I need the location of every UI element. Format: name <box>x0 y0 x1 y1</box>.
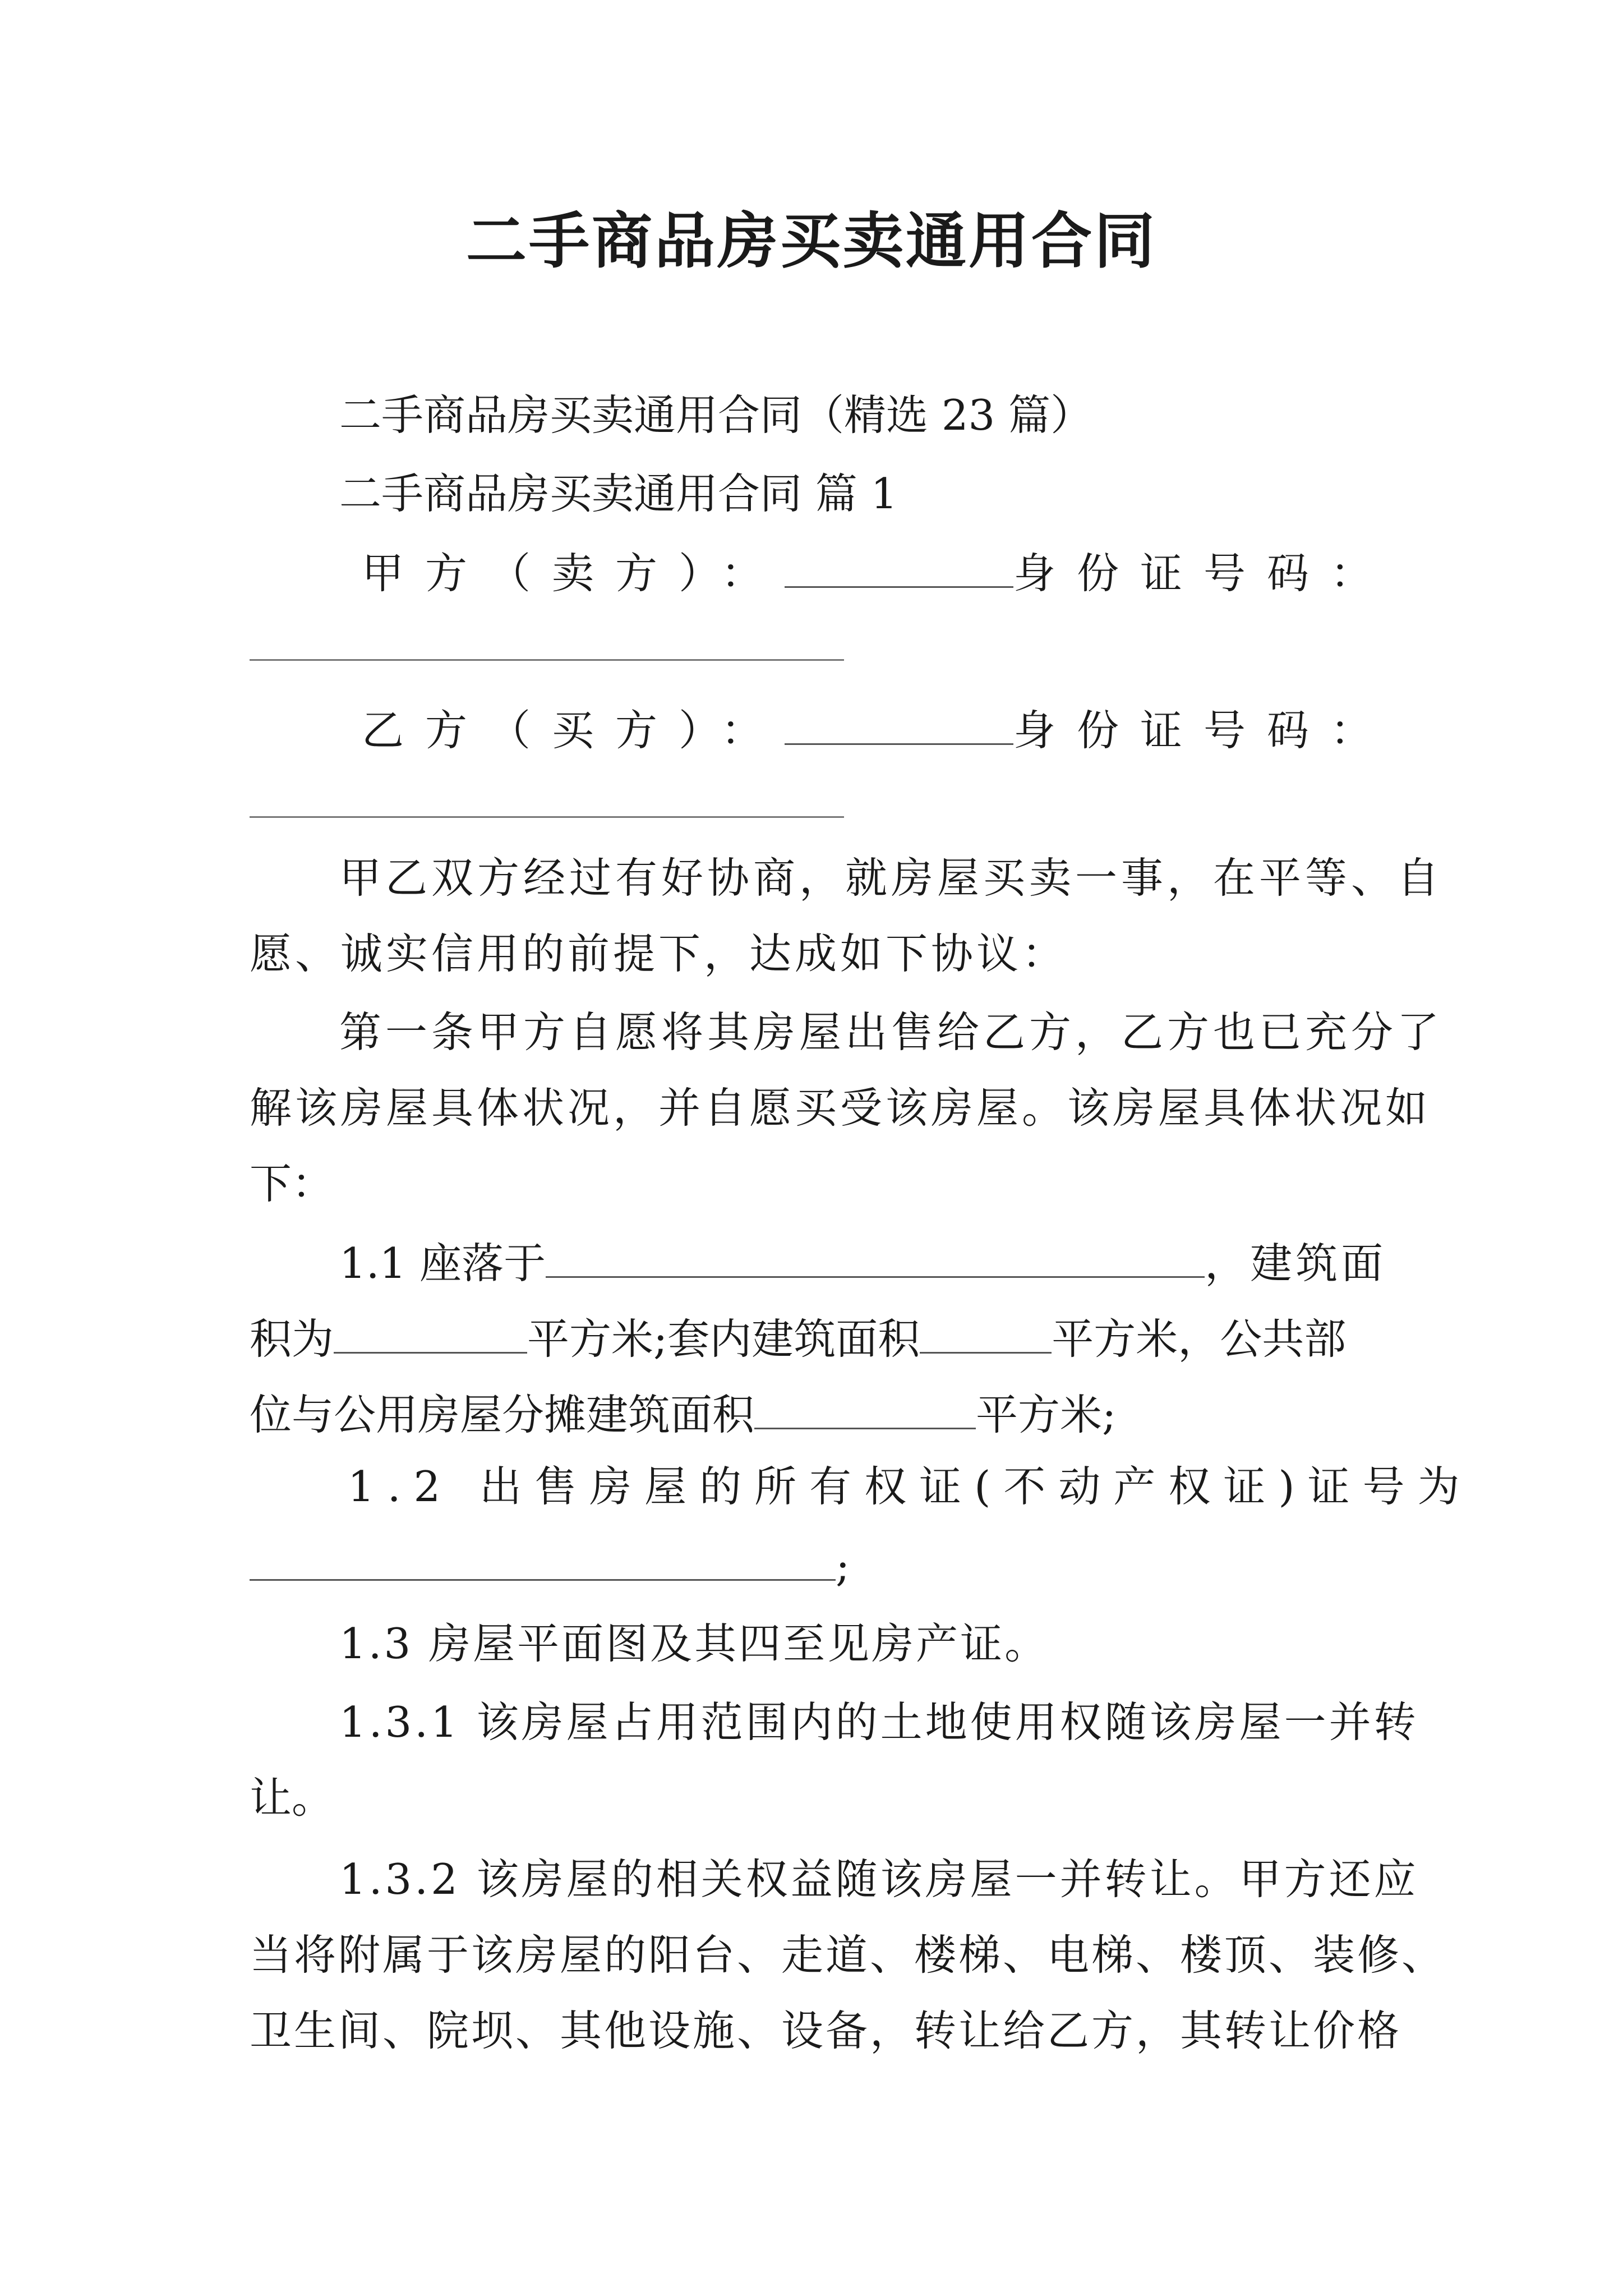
clause-1-2-end: ; <box>836 1542 850 1591</box>
shared-area-blank <box>754 1383 976 1429</box>
clause-1-1-text-b: ，建筑面 <box>1205 1239 1387 1288</box>
clause-1-3: 1.3 房屋平面图及其四至见房产证。 <box>339 1619 1049 1668</box>
party-a-id-blank <box>250 659 844 661</box>
article-1-line-1: 第一条甲方自愿将其房屋出售给乙方，乙方也已充分了 <box>339 1007 1444 1057</box>
section-heading: 二手商品房买卖通用合同 篇 1 <box>339 469 898 518</box>
clause-1-1-text-c: 积为 <box>250 1314 334 1364</box>
party-a-line <box>250 541 1394 601</box>
party-a-label: 甲方（卖方）： <box>362 549 785 598</box>
intro-line-2: 愿、诚实信用的前提下，达成如下协议： <box>250 929 1068 978</box>
intro-line-1: 甲乙双方经过有好协商，就房屋买卖一事，在平等、自 <box>339 853 1444 903</box>
party-a-id-label: 身份证号码： <box>1013 549 1394 598</box>
clause-1-1-line-1 <box>250 1231 1394 1291</box>
clause-1-1-text-f: 位与公用房屋分摊建筑面积 <box>250 1390 755 1439</box>
certificate-number-blank <box>250 1534 836 1581</box>
clause-1-1-text-e: 平方米，公共部 <box>1052 1314 1347 1364</box>
party-b-id-blank <box>250 816 844 818</box>
inner-area-blank <box>920 1307 1052 1354</box>
party-b-name-blank <box>785 698 1013 745</box>
building-area-blank <box>334 1307 527 1354</box>
document-subtitle: 二手商品房买卖通用合同（精选 23 篇） <box>339 390 1093 440</box>
article-1-line-2: 解该房屋具体状况，并自愿买受该房屋。该房屋具体状况如 <box>250 1083 1431 1133</box>
clause-1-3-1-line-2: 让。 <box>250 1773 334 1823</box>
clause-1-1-line-3 <box>250 1383 1394 1443</box>
party-b-id-label: 身份证号码： <box>1013 706 1394 755</box>
party-a-name-blank <box>785 541 1013 588</box>
clause-1-3-1-line-1: 1.3.1 该房屋占用范围内的土地使用权随该房屋一并转 <box>339 1697 1419 1747</box>
clause-1-1-line-2 <box>250 1307 1394 1367</box>
clause-1-1-text-a: 1.1 座落于 <box>339 1239 546 1288</box>
document-title: 二手商品房买卖通用合同 <box>465 206 1157 277</box>
party-b-label: 乙方（买方）： <box>362 706 785 755</box>
location-blank <box>546 1231 1205 1278</box>
article-1-line-3: 下： <box>250 1159 334 1208</box>
clause-1-3-2-line-1: 1.3.2 该房屋的相关权益随该房屋一并转让。甲方还应 <box>339 1855 1419 1904</box>
clause-1-3-2-line-2: 当将附属于该房屋的阳台、走道、楼梯、电梯、楼顶、装修、 <box>250 1930 1446 1980</box>
party-b-line <box>250 698 1394 758</box>
clause-1-1-text-d: 平方米;套内建筑面积 <box>527 1314 920 1364</box>
clause-1-1-text-g: 平方米; <box>976 1390 1117 1439</box>
clause-1-2-line-1: 1.2 出售房屋的所有权证(不动产权证)证号为 <box>348 1462 1473 1511</box>
clause-1-2-line-2 <box>250 1534 1394 1594</box>
clause-1-3-2-line-3: 卫生间、院坝、其他设施、设备，转让给乙方，其转让价格 <box>250 2006 1402 2055</box>
